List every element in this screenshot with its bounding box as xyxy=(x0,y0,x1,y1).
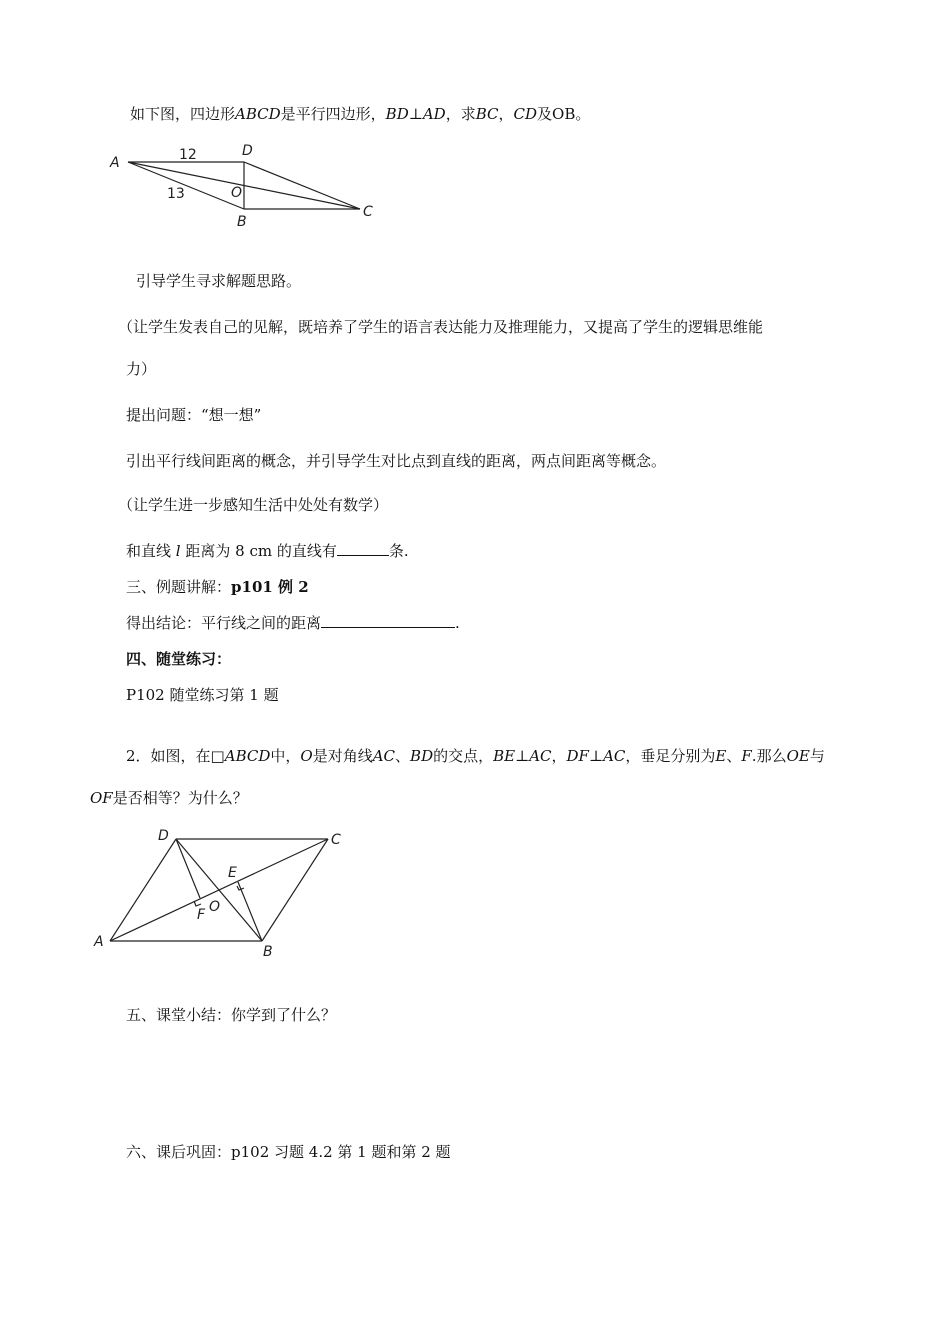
p2-d: 、 xyxy=(395,747,411,765)
fig1-label-d: D xyxy=(242,143,253,159)
fig1-label-o: O xyxy=(231,185,243,201)
fig1-label-c: C xyxy=(363,204,373,220)
p2-ac: AC xyxy=(372,747,396,765)
conclusion-end: . xyxy=(455,614,460,632)
conclusion-text: 得出结论：平行线之间的距离 xyxy=(126,614,322,632)
fig1-label-b: B xyxy=(237,214,247,230)
problem1-statement xyxy=(130,104,590,124)
segment-ab xyxy=(128,162,244,209)
fill-mid: 距离为 8 cm 的直线有 xyxy=(180,542,337,560)
section-3-heading xyxy=(126,577,309,597)
perpendicular-df xyxy=(176,839,200,898)
segment-dc xyxy=(244,162,360,209)
perpendicular-be xyxy=(238,882,262,941)
section-6-heading: 六、课后巩固：p102 习题 4.2 第 1 题和第 2 题 xyxy=(126,1143,451,1161)
fig2-label-f: F xyxy=(197,907,206,923)
fig2-label-b: B xyxy=(263,944,273,960)
diagonal-bd xyxy=(176,839,262,941)
conclusion-blank[interactable] xyxy=(321,613,455,628)
note1-line2: 力） xyxy=(126,360,157,378)
section-4-heading: 四、随堂练习： xyxy=(126,650,232,668)
p2-g: ，垂足分别为 xyxy=(625,747,716,765)
p2-be: BE⊥AC xyxy=(493,747,552,765)
figure-parallelogram-1 xyxy=(100,135,400,235)
section-5-heading: 五、课堂小结：你学到了什么？ xyxy=(126,1006,337,1024)
problem1-ask: ，求 xyxy=(445,105,476,123)
p2-j: 与 xyxy=(809,747,825,765)
fill-l: l xyxy=(175,542,181,560)
guide-text: 引导学生寻求解题思路。 xyxy=(136,272,302,290)
p2-l2: 是否相等？为什么？ xyxy=(112,789,248,807)
fig2-label-o: O xyxy=(209,899,221,915)
conclusion-line xyxy=(126,613,460,633)
fill-blank-line xyxy=(126,541,409,561)
note1-line1: （让学生发表自己的见解，既培养了学生的语言表达能力及推理能力，又提高了学生的逻辑思维能 xyxy=(118,318,764,336)
p2-E: E xyxy=(715,747,727,765)
p2-F: F xyxy=(741,747,752,765)
problem1-sep: ， xyxy=(498,105,514,123)
p2-df: DF⊥AC xyxy=(566,747,626,765)
p2-oe: OE xyxy=(786,747,810,765)
p2-a: 2．如图，在 xyxy=(126,747,211,765)
p2-quad: ABCD xyxy=(224,747,271,765)
p2-o: O xyxy=(300,747,313,765)
fill-blank[interactable] xyxy=(337,541,389,556)
p2-of: OF xyxy=(90,789,113,807)
p2-h: 、 xyxy=(726,747,742,765)
concept-text: 引出平行线间距离的概念，并引导学生对比点到直线的距离，两点间距离等概念。 xyxy=(126,452,667,470)
p2-e: 的交点， xyxy=(433,747,494,765)
fig1-length-ab: 13 xyxy=(167,186,185,202)
problem1-cd: CD xyxy=(513,105,538,123)
note2-text: （让学生进一步感知生活中处处有数学） xyxy=(118,496,389,514)
problem1-tail: 及OB。 xyxy=(537,105,591,123)
fig2-label-d: D xyxy=(158,828,169,844)
p2-c: 是对角线 xyxy=(312,747,373,765)
problem2-line1 xyxy=(126,746,825,766)
p2-i: .那么 xyxy=(751,747,787,765)
fig2-label-e: E xyxy=(228,865,237,881)
sec3-bold: p101 例 2 xyxy=(231,578,309,596)
p2-f: ， xyxy=(551,747,567,765)
fig2-label-a: A xyxy=(94,934,104,950)
fig1-length-ad: 12 xyxy=(179,147,197,163)
sec3-plain: 三、例题讲解： xyxy=(126,578,232,596)
figure-parallelogram-2 xyxy=(88,822,368,962)
problem1-cond: BD⊥AD xyxy=(385,105,446,123)
problem1-prefix: 如下图，四边形 xyxy=(130,105,236,123)
fill-prefix: 和直线 xyxy=(126,542,176,560)
p2-bd: BD xyxy=(410,747,434,765)
problem2-line2 xyxy=(90,788,248,808)
question-text: 提出问题：“想一想” xyxy=(126,406,262,424)
fig2-label-c: C xyxy=(331,832,341,848)
problem1-mid: 是平行四边形， xyxy=(280,105,386,123)
p2-para-symbol: □ xyxy=(210,747,225,765)
problem1-quad: ABCD xyxy=(235,105,281,123)
fill-end: 条. xyxy=(388,542,409,560)
fig1-label-a: A xyxy=(110,155,120,171)
practice-text: P102 随堂练习第 1 题 xyxy=(126,686,279,704)
p2-b: 中， xyxy=(270,747,301,765)
problem1-bc: BC xyxy=(475,105,499,123)
